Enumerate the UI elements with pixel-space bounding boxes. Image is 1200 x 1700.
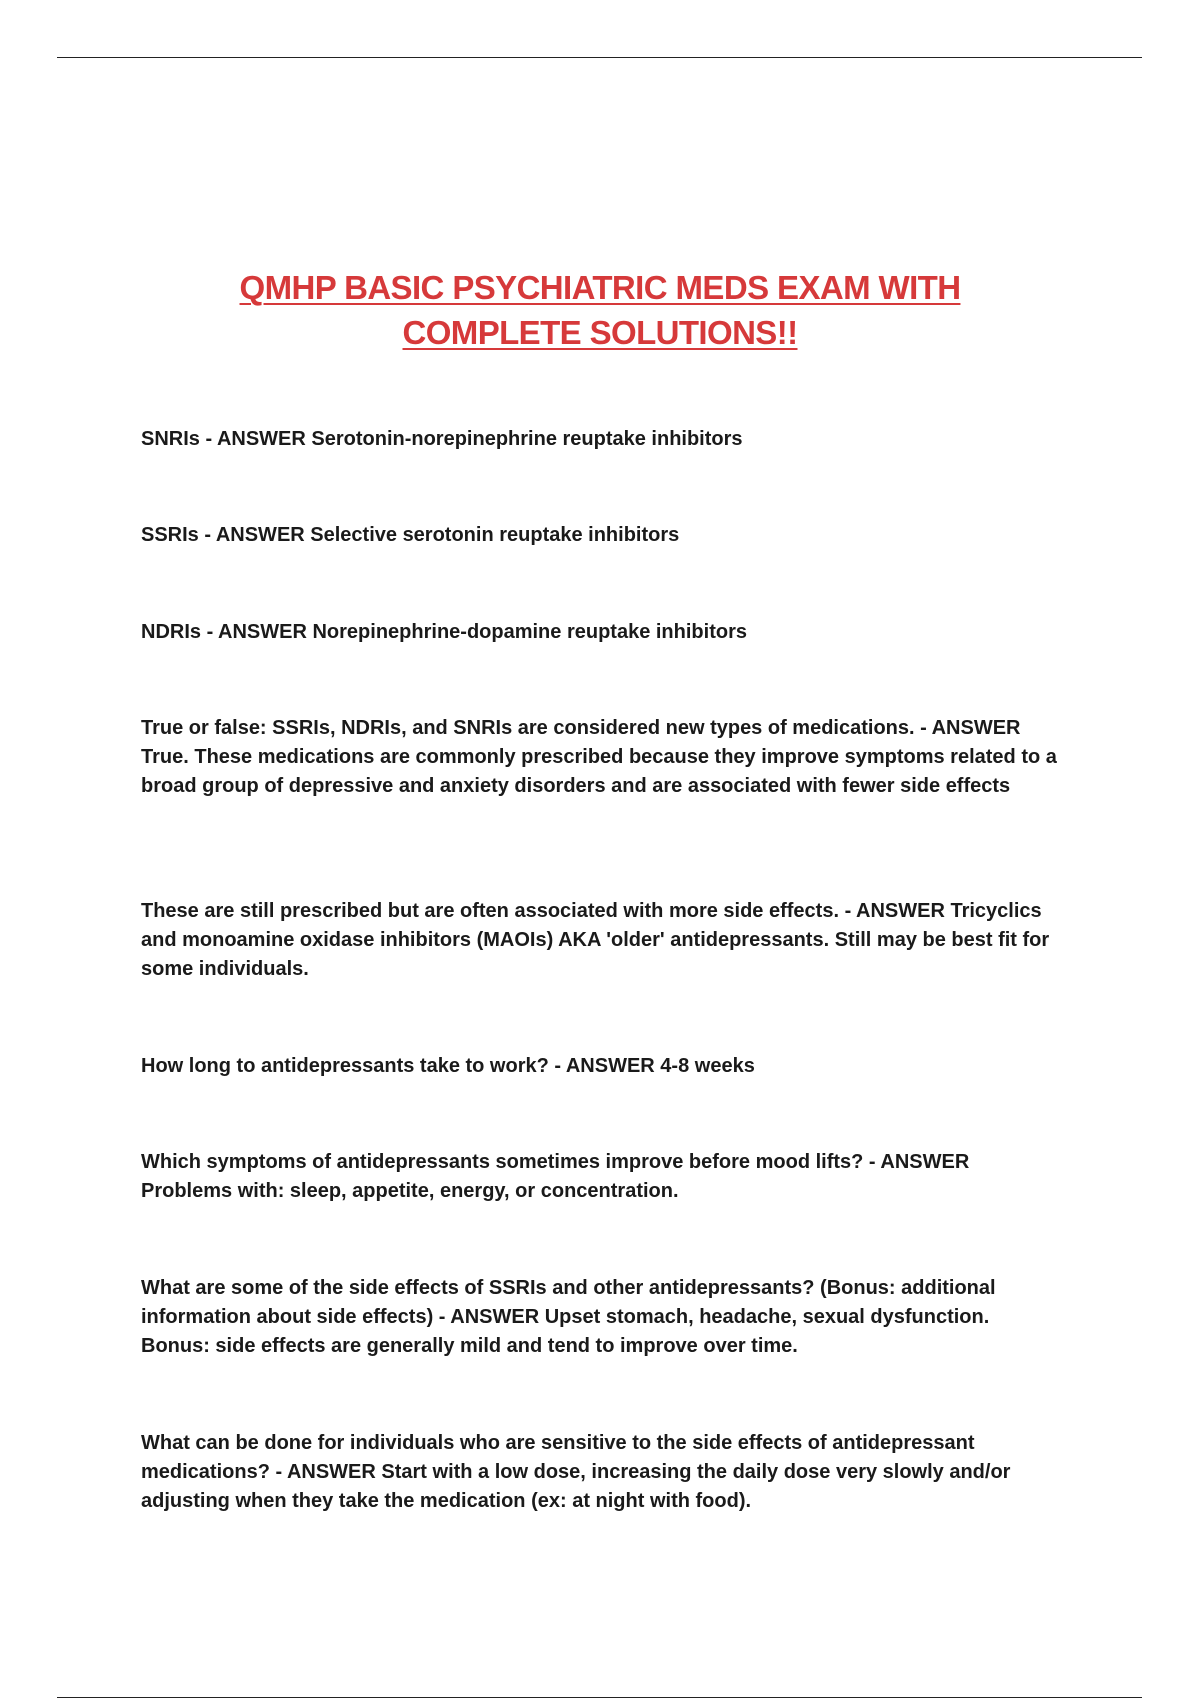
top-rule <box>57 57 1142 58</box>
qa-item-time-to-work: How long to antidepressants take to work? - ANSWER 4-8 weeks <box>141 1055 755 1077</box>
qa-item-ndris: NDRIs - ANSWER Norepinephrine-dopamine reuptake inhibitors <box>141 621 747 643</box>
qa-item-older-antidepressants: These are still prescribed but are often associated with more side effects. - ANSWER Tricyclics and monoamine oxidase inhibitors (MAOIs) AKA 'older' antidepressants. Still may be best fit for some individuals. <box>141 900 1050 980</box>
qa-item-snris: SNRIs - ANSWER Serotonin-norepinephrine reuptake inhibitors <box>141 428 743 450</box>
qa-item-ssris: SSRIs - ANSWER Selective serotonin reuptake inhibitors <box>141 524 680 546</box>
document-title: QMHP BASIC PSYCHIATRIC MEDS EXAM WITH COMPLETE SOLUTIONS!! <box>239 269 961 351</box>
qa-item-early-improvement: Which symptoms of antidepressants sometimes improve before mood lifts? - ANSWER Problems with: sleep, appetite, energy, or concentration. <box>141 1151 970 1202</box>
qa-item-new-medications: True or false: SSRIs, NDRIs, and SNRIs are considered new types of medications. - ANSWER True. These medications are commonly prescribed because they improve symptoms related to a broad group of depressive and anxiety disorders and are associated with fewer side effects <box>141 717 1057 797</box>
qa-item-side-effects: What are some of the side effects of SSRIs and other antidepressants? (Bonus: additional information about side effects) - ANSWER Upset stomach, headache, sexual dysfunction. Bonus: side effects are generally mild and tend to improve over time. <box>141 1277 996 1357</box>
qa-item-sensitive-individuals: What can be done for individuals who are sensitive to the side effects of antidepressant medications? - ANSWER Start with a low dose, increasing the daily dose very slowly and/or adjusting when they take the medication (ex: at night with food). <box>141 1432 1011 1512</box>
bottom-rule <box>57 1697 1142 1698</box>
